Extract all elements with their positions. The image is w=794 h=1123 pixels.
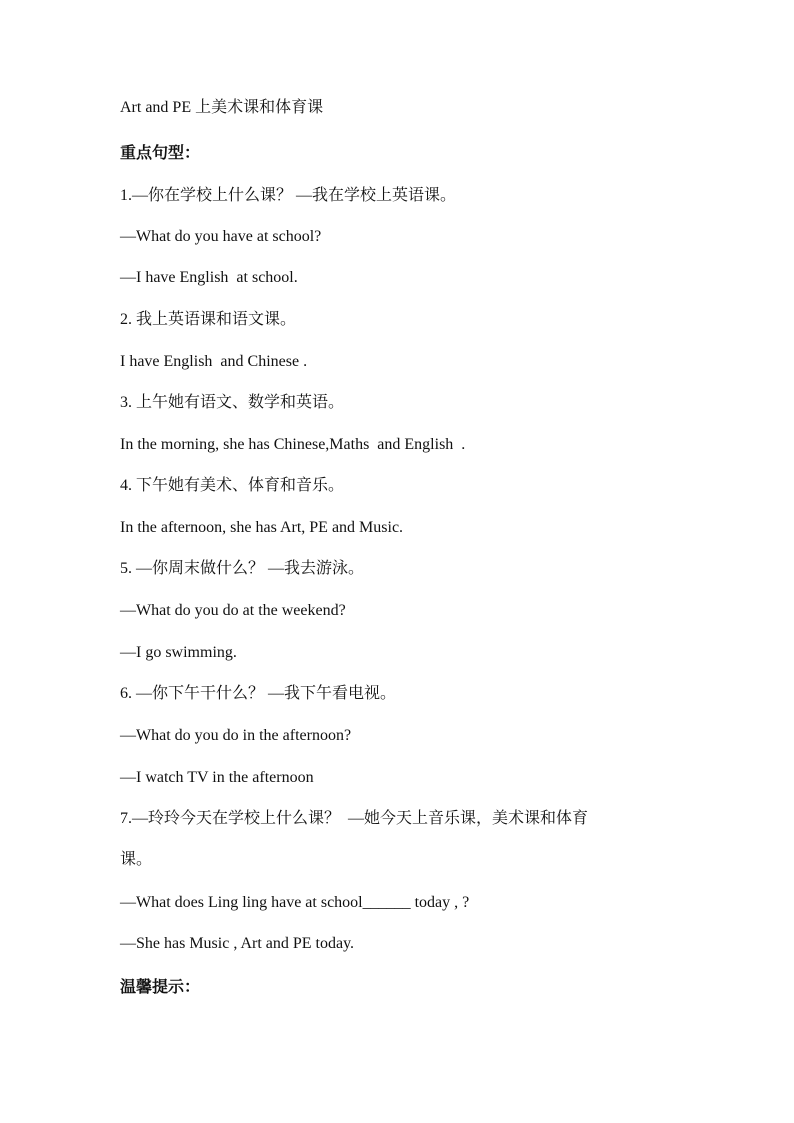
sentence-line: I have English and Chinese .	[120, 353, 308, 370]
sentence-line: —What do you do in the afternoon?	[120, 727, 352, 744]
sentence-line: In the afternoon, she has Art, PE and Music.	[120, 519, 404, 536]
section-heading: 重点句型：	[120, 143, 201, 162]
sentence-line: 3. 上午她有语文、数学和英语。	[120, 394, 345, 411]
sentence-line: 2. 我上英语课和语文课。	[120, 311, 297, 328]
document-title: Art and PE 上美术课和体育课	[120, 99, 324, 116]
sentence-line: —She has Music , Art and PE today.	[120, 935, 355, 952]
sentence-line: 4. 下午她有美术、体育和音乐。	[120, 477, 345, 494]
sentence-line: —I have English at school.	[120, 269, 298, 286]
tips-heading: 温馨提示：	[120, 977, 201, 996]
sentence-line: 7.—玲玲今天在学校上什么课？ —她今天上音乐课，美术课和体育	[120, 810, 589, 827]
sentence-line: 1.—你在学校上什么课？ —我在学校上英语课。	[120, 187, 457, 204]
sentence-line: —I go swimming.	[120, 644, 237, 661]
sentence-line: —I watch TV in the afternoon	[120, 769, 314, 786]
sentence-line: —What do you have at school?	[120, 228, 322, 245]
sentence-line: 课。	[120, 851, 153, 868]
sentence-line: 6. —你下午干什么？ —我下午看电视。	[120, 685, 397, 702]
sentence-line: —What does Ling ling have at school______ today , ?	[120, 894, 470, 911]
sentence-line: 5. —你周末做什么？ —我去游泳。	[120, 560, 365, 577]
sentence-line: —What do you do at the weekend?	[120, 602, 346, 619]
sentence-line: In the morning, she has Chinese,Maths and English .	[120, 436, 466, 453]
